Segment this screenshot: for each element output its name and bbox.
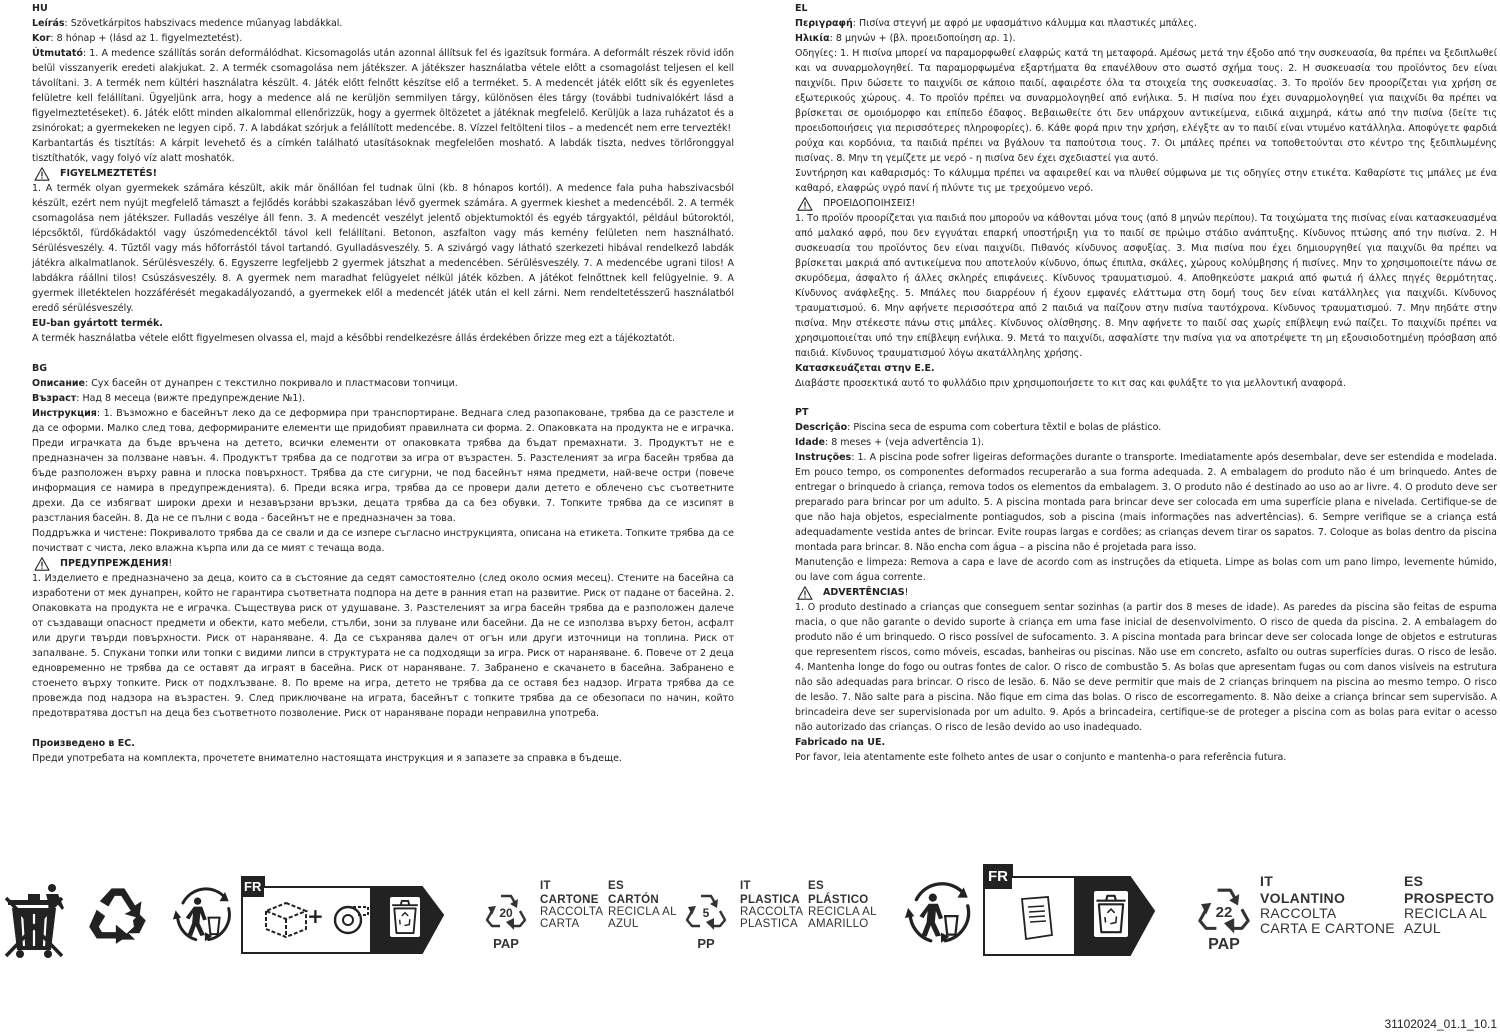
- section-hu: [32, 1, 734, 346]
- lang-heading-hu: HU: [32, 3, 48, 14]
- leaflet-icon: [1014, 895, 1058, 941]
- age-pt: Idade: 8 meses + (veja advertência 1).: [795, 437, 985, 448]
- made-in-bg: Произведено в ЕС.: [32, 738, 135, 749]
- tape-roll-icon: [330, 903, 370, 937]
- pap20-code: PAP: [493, 936, 519, 951]
- document-code: 31102024_01.1_10.1: [1384, 1017, 1497, 1031]
- age-hu: Kor: 8 hónap + (lásd az 1. figyelmeztetést).: [32, 33, 243, 44]
- made-in-hu: EU-ban gyártott termék.: [32, 318, 163, 329]
- box-icon: [262, 899, 310, 941]
- description-pt: Descrição: Piscina seca de espuma com cobertura têxtil e bolas de plástico.: [795, 422, 1162, 433]
- read-note-el: Διαβάστε προσεκτικά αυτό το φυλλάδιο πριν χρησιμοποιήσετε το κιτ σας και φυλάξτε το για μελλοντική αναφορά.: [795, 378, 1346, 389]
- crossed-bin-icon: [2, 878, 66, 958]
- age-el: Ηλικία: 8 μηνών + (βλ. προειδοποίηση αρ. 1).: [795, 33, 1016, 44]
- section-pt: [795, 405, 1497, 765]
- plastica-es: ES PLÁSTICO RECICLA AL AMARILLO: [808, 880, 877, 930]
- recycling-bin-icon: [390, 897, 420, 937]
- pap22-code: PAP: [1208, 936, 1240, 953]
- mobius-loop-icon: [86, 884, 150, 944]
- care-pt: Manutenção e limpeza: Remova a capa e lave de acordo com as instruções da etiqueta. Limpe as bolas com um pano limpo, levemente húmido, ou lave com água corrente.: [795, 557, 1497, 583]
- volantino-it: IT VOLANTINO RACCOLTA CARTA E CARTONE: [1260, 873, 1395, 936]
- made-in-pt: Fabricado na UE.: [795, 737, 886, 748]
- warning-triangle-icon: [797, 586, 813, 600]
- cartone-es: ES CARTÓN RECICLA AL AZUL: [608, 880, 677, 930]
- tidyman-icon: [172, 882, 236, 946]
- warnings-bg: 1. Изделието е предназначено за деца, които са в състояние да седят самостоятелно (след около осмия месец). Стените на басейна са изработени от мек дунапрен, който не гарантира съответната подпора на дете в ранния етап на развитие. Риск от падане от басейна. 2. Опаковката на продукта не е играчка. Съществува риск от удушаване. 3. Разстеленият за игра басейн трябва да е разположен далече от създаващи опасност предмети и обекти, като мебели, стълби, зони за плуване или басейни. Да не се използва върху бетон, асфалт или други твърди повърхности. Риск от нараняване. 4. Да се съхранява далеч от огън или други източници на топлина. Риск от запалване. 5. Спукани топки или топки с видими липси в структурата не са подходящи за игра. Риск от нараняване. 6. Повече от 2 деца едновременно не трябва да се оставят да играят в басейна. Риск от нараняване. 7. Забранено е скачането в басейна. Забранено е стоенето върху топките. Риск от подхлъзване. 8. По време на игра, детето не трябва да се оставя без надзор. Играта трябва да се провежда под надзора на възрастен. 9. След приключване на играта, басейнът с топките трябва да се обезопаси по начин, който предотвратява достъп на деца без съответното позволение. Риск от нараняване поради неправилна употреба.: [32, 573, 734, 719]
- triman-fr-label: FR: [244, 879, 262, 894]
- lang-heading-pt: PT: [795, 407, 809, 418]
- instructions-bg: Инструкция: 1. Възможно е басейнът леко да се деформира при транспортиране. Веднага след разопаковане, трябва да се разстеле и да се оформи. Малко след това, деформираните елементи ще придобият правилната си форма. 2. Опаковката на продукта не е играчка. Преди играчката да бъде връчена на детето, всички елементи от опаковката трябва да бъдат премахнати. 3. Продуктът не е предназначен за ползване навън. 4. Продуктът трябва да се подготви за игра от възрастен. 5. Разстеленият за игра басейн трябва да бъде разположен върху равна и плоска повърхност. Трябва да сте сигурни, че под басейнът няма предмети, най-вече остри (повече информация се намира в предупрежденията). 6. Преди всяка игра, трябва да се провери дали детето е облечено със съответните дрехи. Да се избягват широки дрехи и незавързани връзки, децата трябва да са без обувки. 7. Топките трябва да се изсипят в разстлания басейн. 8. Да не се пълни с вода - басейнът не е предназначен за това.: [32, 408, 734, 524]
- pp5-number: 5: [702, 906, 710, 920]
- read-note-pt: Por favor, leia atentamente este folheto antes de usar o conjunto e mantenha-o para referência futura.: [795, 752, 1287, 763]
- lang-heading-bg: BG: [32, 363, 48, 374]
- section-el: [795, 1, 1497, 391]
- warning-triangle-icon: [34, 167, 50, 181]
- triman-frame: [982, 863, 1157, 957]
- pap20-number: 20: [499, 906, 513, 920]
- read-note-bg: Преди употребата на комплекта, прочетете внимателно настоящата инструкция и я запазете за справка в бъдеще.: [32, 753, 622, 764]
- recycling-bin-icon: [1094, 891, 1128, 937]
- lang-heading-el: EL: [795, 3, 808, 14]
- made-in-el: Κατασκευάζεται στην Ε.Ε.: [795, 363, 935, 374]
- warnings-pt: 1. O produto destinado a crianças que conseguem sentar sozinhas (a partir dos 8 meses de idade). As paredes da piscina são feitas de espuma macia, o que não garante o devido suporte à criança em uma fase inicial de desenvolvimento. O risco de queda da piscina. 2. A embalagem do produto não é um brinquedo. O risco possível de sufocamento. 3. A piscina montada para brincar deve ser colocada longe de objetos e estruturas que representem riscos, como móveis, escadas, banheiras ou piscinas. Não use em concreto, asfalto ou outras superfícies duras. O risco de lesão. 4. Mantenha longe do fogo ou outras fontes de calor. O risco de combustão 5. As bolas que apresentam fugas ou com danos visíveis na estrutura não são adequadas para brincar. O risco de lesão. 6. Não se deve permitir que mais de 2 crianças brinquem na piscina ao mesmo tempo. O risco de lesão. 7. Não salte para a piscina. Não fique em cima das bolas. O risco de escorregamento. 8. Não deixe a criança brincar sem supervisão. A brincadeira deve ser supervisionada por um adulto. 9. Após a brincadeira, certifique-se de proteger a piscina com as bolas para evitar o acesso não autorizado das crianças. O risco de lesão devido ao uso inadequado.: [795, 602, 1497, 733]
- recycling-strip: [0, 860, 1500, 980]
- description-el: Περιγραφή: Πισίνα στεγνή με αφρό με υφασμάτινο κάλυμμα και πλαστικές μπάλες.: [795, 18, 1197, 29]
- triman-box-leaflet: [982, 863, 1157, 957]
- warnings-hu: 1. A termék olyan gyermekek számára készült, akik már önállóan fel tudnak ülni (kb. 8 hónapos kortól). A medence fala puha habszivacsból készült, ezért nem nyújt megfelelő támaszt a fejlődés korábbi szakaszában lévő gyermek számára. A gyermek kieshet a medencéből. 2. A termék csomagolása nem játékszer. Fulladás veszélye áll fenn. 3. A medencét veszélyt jelentő objektumoktól és egyéb tárgyaktól, például bútoroktól, lépcsőktől, fürdőkádaktól vagy úszómedencéktől távol kell felállítani. Betonon, aszfalton vagy más kemény felületen nem használható. Sérülésveszély. 4. Tűztől vagy más hőforrástól távol tartandó. Gyulladásveszély. 5. A szivárgó vagy látható szerkezeti hibával rendelkező labdák játékra alkalmatlanok. Sérülésveszély. 6. Egyszerre legfeljebb 2 gyermek játszhat a medencében. Sérülésveszély. 7. A medencébe ugrani tilos! A labdákra ráállni tilos! Csúszásveszély. 8. A gyermek nem maradhat felügyelet nélkül játék közben. A játékot felnőttnek kell felügyelnie. 9. A gyermek illetéktelen hozzáférését megakadályozandó, a gyermekek elől a medencét játék után el kell zárni. Nem rendeltetésszerű használatból eredő sérülésveszély.: [32, 183, 734, 314]
- age-bg: Възраст: Над 8 месеца (вижте предупреждение №1).: [32, 393, 306, 404]
- description-bg: Описание: Сух басейн от дунапрен с текстилно покривало и пластмасови топчици.: [32, 378, 458, 389]
- instructions-hu: Útmutató: 1. A medence szállítás során deformálódhat. Kicsomagolás után azonnal állítsuk fel és igazítsuk formára. A deformált részek rövid időn belül visszanyerik eredeti alakjukat. 2. A termék csomagolása nem játékszer. A játékszer használatba vétele előtt a csomagolást teljesen el kell távolítani. 3. A termék nem kültéri használatra készült. 4. Játék előtt felnőtt készítse elő a terméket. 5. A medencét játék előtt sík és egyenletes felületre kell felállítani. Ügyeljünk arra, hogy a medence alá ne kerüljön semmilyen tárgy, különösen éles tárgy (további tudnivalókért lásd a figyelmeztetéseket). 6. Játék előtt minden alkalommal ellenőrizzük, hogy a gyermek öltözetet a játéknak megfelelő. Kerüljük a laza ruházatot és a zsinórokat; a gyermekeken ne legyen cipő. 7. A labdákat szórjuk a felállított medencébe. 8. Vízzel feltölteni tilos – a medencét nem erre tervezték!: [32, 48, 734, 134]
- plastica-it: IT PLASTICA RACCOLTA PLASTICA: [740, 880, 804, 930]
- read-note-hu: A termék használatba vétele előtt figyelmesen olvassa el, majd a későbbi rendelkezésre állás érdekében őrizze meg ezt a tájékoztatót.: [32, 333, 676, 344]
- triman-fr-label: FR: [988, 868, 1008, 885]
- triman-box-packaging: [240, 875, 445, 955]
- description-hu: Leírás: Szövetkárpitos habszivacs medence műanyag labdákkal.: [32, 18, 343, 29]
- warning-heading-bg: ПРЕДУПРЕЖДЕНИЯ!: [32, 556, 734, 571]
- pap22-number: 22: [1215, 904, 1233, 921]
- section-bg: [32, 361, 734, 766]
- instructions-pt: Instruções: 1. A piscina pode sofrer ligeiras deformações durante o transporte. Imediatamente após desembalar, deve ser estendida e modelada. Em pouco tempo, os componentes deformados recuperarão a sua forma adequada. 2. A embalagem do produto não é um brinquedo. Antes de entregar o brinquedo à criança, remova todos os elementos da embalagem. 3. O produto não é destinado ao uso ao ar livre. 4. O produto deve ser preparado para brincar por um adulto. 5. A piscina montada para brincar deve ser colocada em uma superfície plana e nivelada. Certifique-se de que não haja objetos, especialmente pontiagudos, sob a piscina (mais informações nas advertências). 6. Sempre verifique se a criança está adequadamente vestida antes de brincar. Evite roupas largas e cordões; as crianças devem tirar os sapatos. 7. Coloque as bolas dentro da piscina montada para brincar. 8. Não encha com água – a piscina não é projetada para isso.: [795, 452, 1497, 553]
- warning-heading-el: ΠΡΟΕΙΔΟΠΟΙΗΣΕΙΣ!: [795, 196, 1497, 211]
- care-hu: Karbantartás és tisztítás: A kárpit levehető és a címkén található utasításoknak megfelelően mosható. A labdák tiszta, nedves törlőronggyal tisztíthatók, vagy folyó víz alatt moshatók.: [32, 138, 734, 164]
- tidyman-icon: [904, 878, 976, 946]
- plus-sign: +: [307, 904, 324, 928]
- warnings-el: 1. Το προϊόν προορίζεται για παιδιά που μπορούν να κάθονται μόνα τους (από 8 μηνών περίπου). Τα τοιχώματα της πισίνας είναι κατασκευασμένα από μαλακό αφρό, που δεν εγγυάται επαρκή υποστήριξη για το παιδί σε πρώιμο στάδιο ανάπτυξης. Κίνδυνος πτώσης από την πισίνα. 2. Η συσκευασία του προϊόντος δεν είναι παιχνίδι. Πιθανός κίνδυνος ασφυξίας. 3. Μια πισίνα που έχει δημιουργηθεί για παιχνίδι θα πρέπει να βρίσκεται μακριά από αντικείμενα που αποτελούν κίνδυνο, όπως έπιπλα, σκάλες, χώρους κολύμβησης ή πισίνες. Μην το χρησιμοποιείτε πάνω σε σκυρόδεμα, άσφαλτο ή άλλες σκληρές επιφάνειες. Κίνδυνος τραυματισμού. 4. Αποθηκεύστε μακριά από φωτιά ή άλλες πηγές θερμότητας. Κίνδυνος ανάφλεξης. 5. Μπάλες που διαρρέουν ή έχουν εμφανές ελάττωμα στη δομή τους δεν είναι κατάλληλες για παιχνίδι. Κίνδυνος τραυματισμού. 6. Μην αφήνετε περισσότερα από 2 παιδιά να παίζουν στην πισίνα ταυτόχρονα. Κίνδυνος τραυματισμού. 7. Μην πηδάτε στην πισίνα. Μην στέκεστε πάνω στις μπάλες. Κίνδυνος ολίσθησης. 8. Μην αφήνετε το παιδί σας χωρίς επίβλεψη ενώ παίζει. Το παιχνίδι πρέπει να χρησιμοποιείται υπό την επίβλεψη ενήλικα. 9. Μετά το παιχνίδι, ασφαλίστε την πισίνα για να αποτρέψετε τη μη εξουσιοδοτημένη πρόσβαση από παιδιά. Κίνδυνος τραυματισμού λόγω ακατάλληλης χρήσης.: [795, 213, 1497, 359]
- warning-heading-hu: FIGYELMEZTETÉS!: [32, 166, 734, 181]
- cartone-it: IT CARTONE RACCOLTA CARTA: [540, 880, 604, 930]
- care-bg: Поддръжка и чистене: Покривалото трябва да се свали и да се изпере съгласно инструкцията, описана на етикета. Топките трябва да се почистват с чиста, леко влажна кърпа или да се мият с течаща вода.: [32, 528, 734, 554]
- warning-triangle-icon: [34, 557, 50, 571]
- pp5-code: PP: [697, 936, 715, 951]
- warning-heading-pt: ADVERTÊNCIAS!: [795, 585, 1497, 600]
- volantino-es: ES PROSPECTO RECICLA AL AZUL: [1404, 873, 1495, 936]
- instructions-el: Οδηγίες: 1. Η πισίνα μπορεί να παραμορφωθεί ελαφρώς κατά τη μεταφορά. Αμέσως μετά την έξοδο από την συσκευασία, θα πρέπει να ξεδιπλωθεί και να συναρμολογηθεί. Τα παραμορφωμένα εξαρτήματα θα επανέλθουν στο σωστό σχήμα τους. 2. Η συσκευασία του προϊόντος δεν είναι παιχνίδι. Πριν δώσετε το παιχνίδι σε κάποιο παιδί, αφαιρέστε όλα τα στοιχεία της συσκευασίας. 3. Το προϊόν δεν προορίζεται για χρήση σε εξωτερικούς χώρους. 4. Το προϊόν πρέπει να συναρμολογηθεί από ενήλικα. 5. Η πισίνα που έχει συναρμολογηθεί για παιχνίδι θα πρέπει να βρίσκεται σε ομοιόμορφο και επίπεδο έδαφος. Βεβαιωθείτε ότι δεν υπάρχουν αντικείμενα, ειδικά αιχμηρά, κάτω από την πισίνα (δείτε τις προειδοποιήσεις για περισσότερες πληροφορίες). 6. Κάθε φορά πριν την χρήση, ελέγξτε αν το παιδί είναι ντυμένο κατάλληλα. Αποφύγετε φαρδιά ρούχα και κορδόνια, τα παιδιά πρέπει να βγάλουν τα παπούτσια τους. 7. Οι μπάλες πρέπει να τοποθετούνται στο κέντρο της ξεδιπλωμένης πισίνας. 8. Μην τη γεμίζετε με νερό - η πισίνα δεν έχει σχεδιαστεί για αυτό.: [795, 48, 1497, 164]
- warning-triangle-icon: [797, 197, 813, 211]
- care-el: Συντήρηση και καθαρισμός: Το κάλυμμα πρέπει να αφαιρεθεί και να πλυθεί σύμφωνα με τις οδηγίες στην ετικέτα. Καθαρίστε τις μπάλες με ένα καθαρό, ελαφρώς υγρό πανί ή πλύντε τις με τρεχούμενο νερό.: [795, 168, 1497, 194]
